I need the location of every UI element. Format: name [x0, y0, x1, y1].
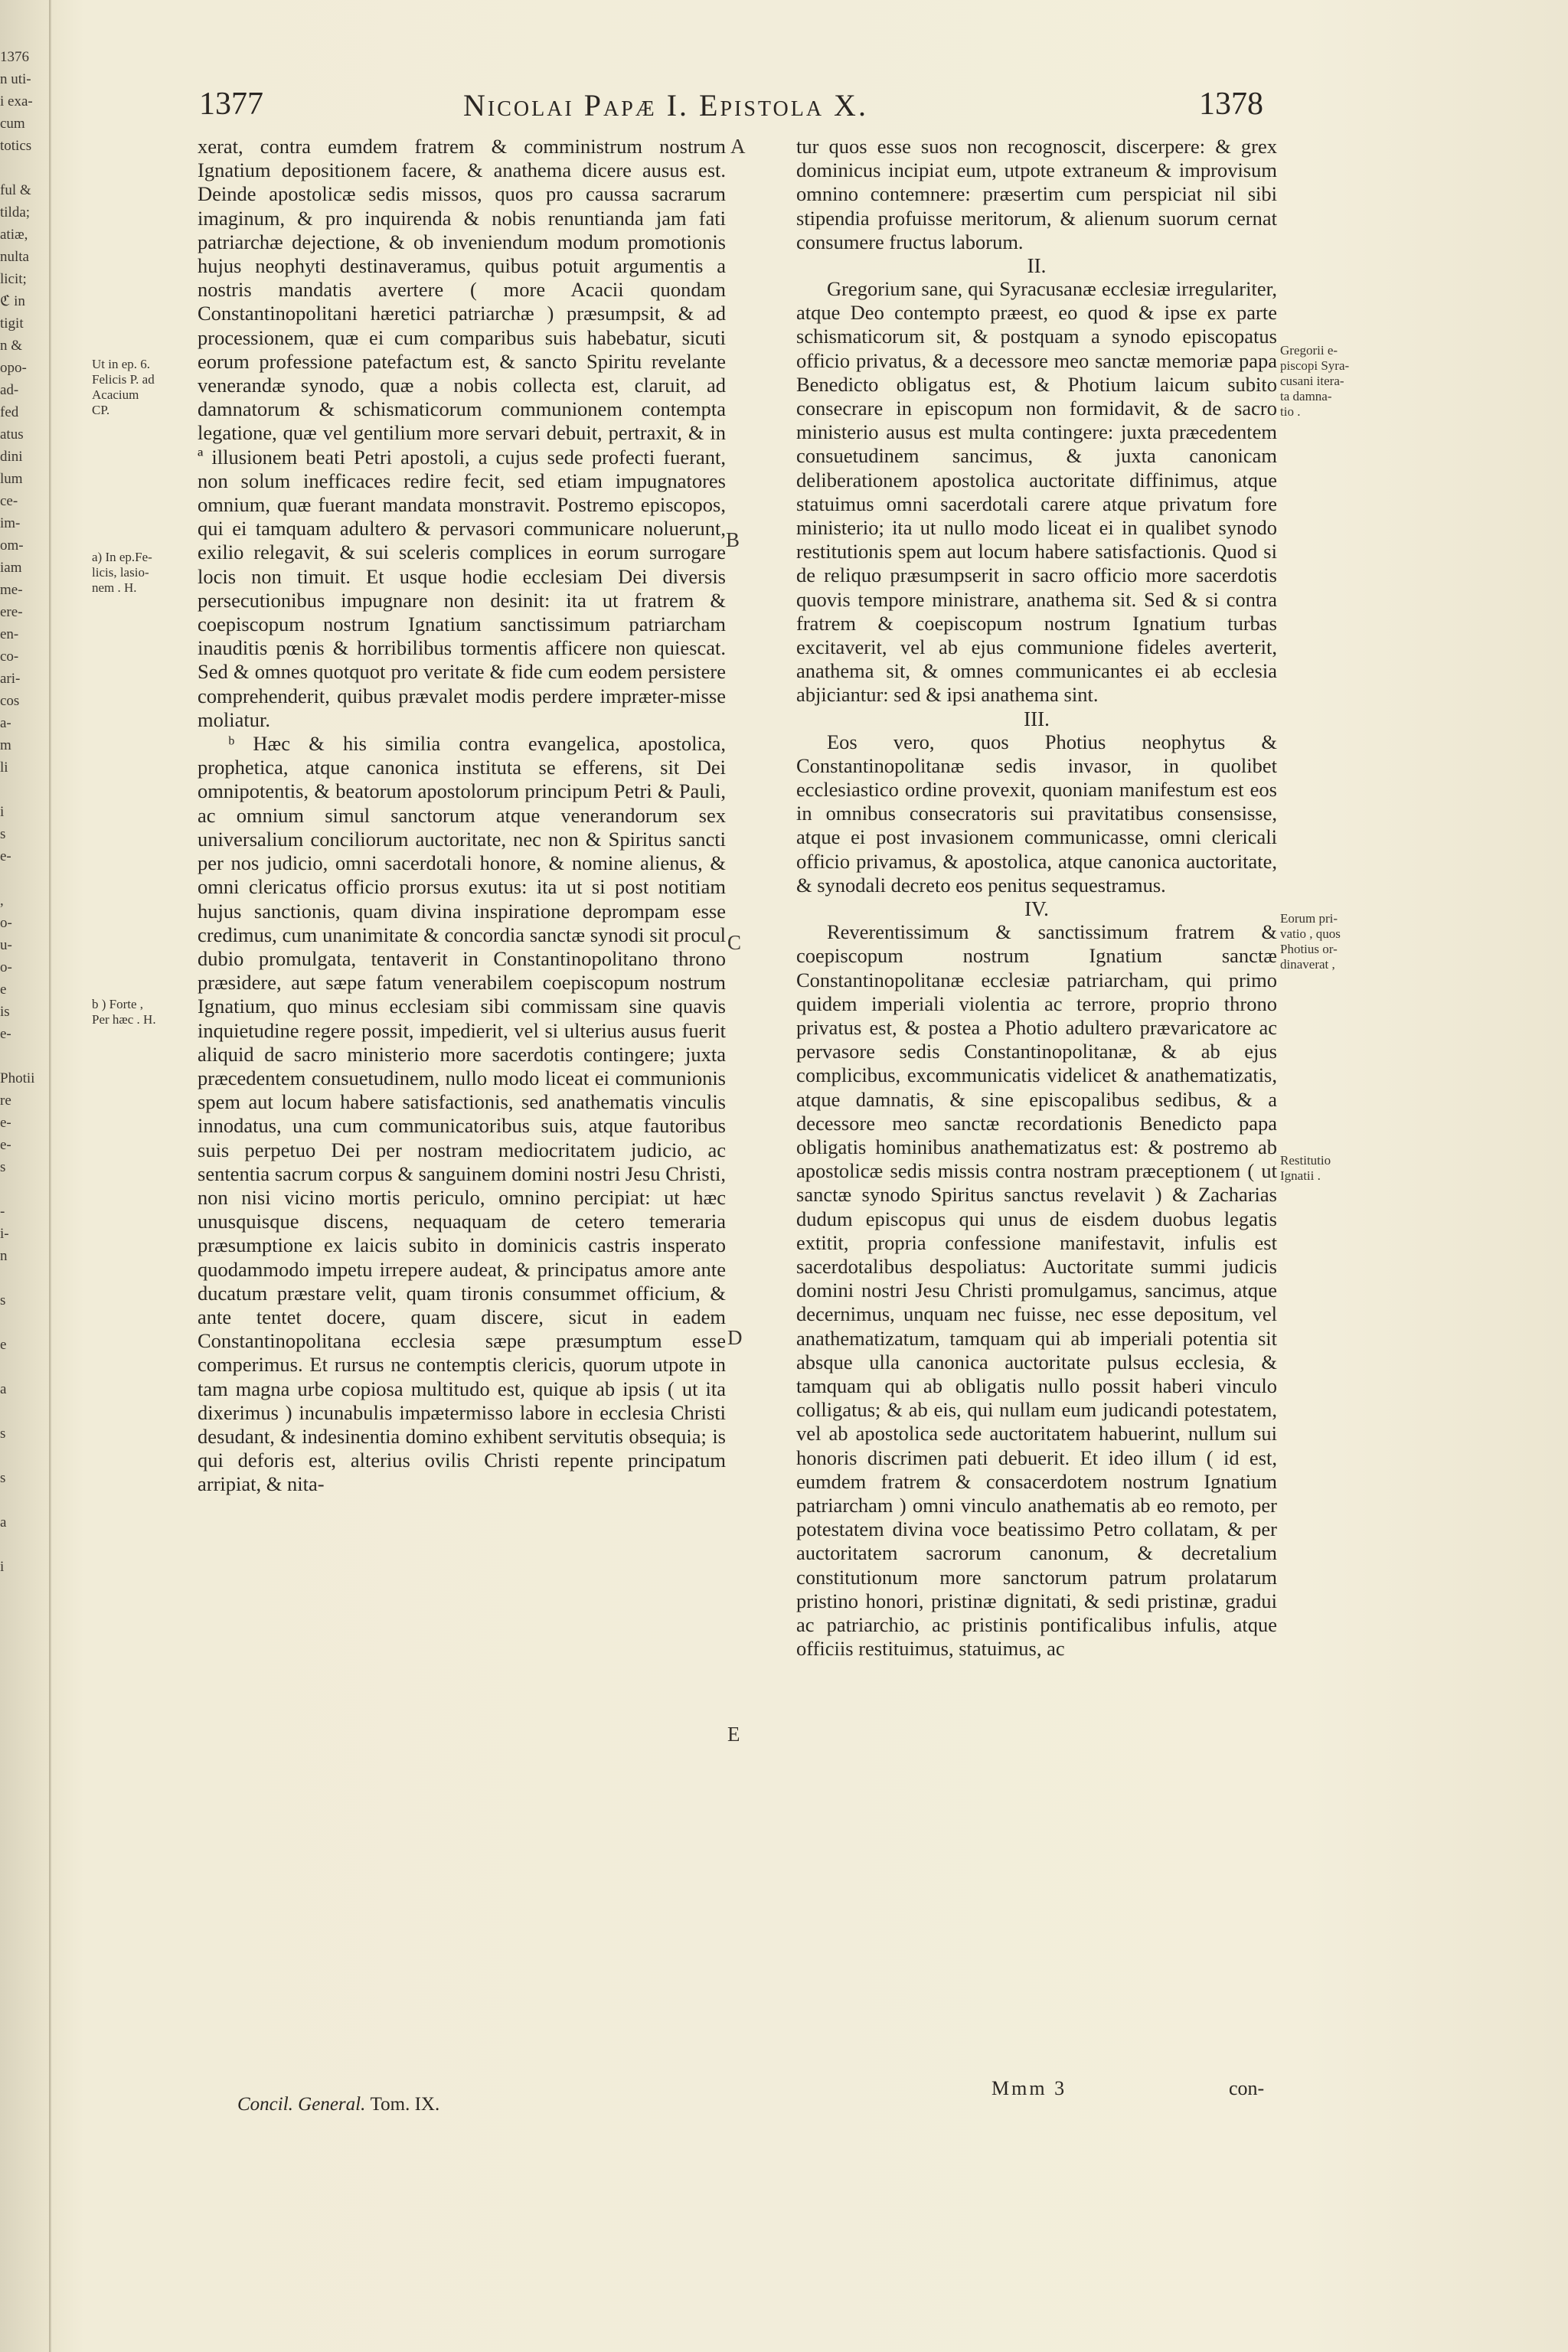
section-letter-b: B: [726, 528, 740, 551]
previous-page-fragment: ari-: [0, 671, 21, 687]
section-letter-d: D: [727, 1326, 743, 1349]
previous-page-fragment: cos: [0, 693, 20, 709]
left-paragraph-2: ᵇ Hæc & his similia contra evangelica, apostolica, prophetica, atque canonica instituta se efferens, sit Dei omnipotentis, & beatorum apostolorum principum Petri & Pauli, ac omnium simul sanctorum atque venerandorum sex universalium conciliorum auctoritate, nec non & Spiritus sancti per nos judicio, omni sacerdotali honore, & nomine alienus, & omni clericatus officio prorsus exutus: ita ut si post notitiam hujus sanctionis, quam divina inspiratione deprompam esse credimus, cum unanimitate & concordia sanctæ synodi sit procul dubio promulgata, tentaverit in Constantinopolitano throno præsidere, aut sæpe fatum venerabilem coepiscopum nostrum Ignatium, quo minus ecclesiam sibi commissam sine quavis inquietudine regere possit, impedierit, vel si ulterius ausus fuerit aliquid de sacro ministerio more sacerdotis contingere; juxta præcedentem consuetudinem, nullo modo liceat ei communionis spem aut locum habere satisfactionis, sed anathematis vinculis innodatus, una cum communicatoribus suis, atque fautoribus suis perpetuo Dei per nostram mediocritatem judicio, ac sententia sacrum corpus & sanguinem domini nostri Jesu Christi, non nisi vicino mortis periculo, omnino percipiat: ut hæc unusquisque discens, nequaquam de cetero temeraria præsumptione ex laicis subito in dominicis castris insperato quodammodo impetu irrepere audeat, & principatus amore ante ducatum præstare velit, quam tironis consummet officium, & ante tentet docere, quam discere, sicut in eadem Constantinopolitana ecclesia sæpe præsumptum esse comperimus. Et rursus ne contemptis clericis, quorum utpote in tam magna urbe copiosa multitudo est, quique ab ipsis ( ut ita dixerimus ) incunabulis impætermisso labore in ecclesia Christi desudant, & indesinentia domino exhibent servitutis obsequia; is qui deforis est, alterius ovilis Christi repente principatum arripiat, & nita-: [198, 732, 726, 1496]
previous-page-fragment: opo-: [0, 360, 27, 376]
previous-page-fragment: e-: [0, 848, 11, 864]
previous-page-fragment: [0, 1178, 47, 1200]
margin-note-left-1: [92, 357, 188, 418]
previous-page-fragment: i: [0, 804, 5, 820]
margin-note-line: Photius or-: [1280, 942, 1338, 956]
previous-page-fragment: n: [0, 1248, 8, 1264]
right-paragraph-2: Gregorium sane, qui Syracusanæ ecclesiæ irregulariter, atque Deo contempto præest, eo quod & ipse ex parte schismaticorum sit, & postquam a synodo episcopatus officio privatus, & a decessore meo sanctæ memoriæ papa Benedicto obligatus est, & Photium laicum subito consecrare in episcopum non formidavit, & de sacro ministerio ausus est multa contingere: juxta præcedentem consuetudinem sancimus, & juxta canonicam deliberationem apostolica auctoritate diffinimus, atque statuimus omni sacerdotali carere atque privatum fore ministerio; ita ut nullo modo liceat ei in qualibet synodo restitutionis spem aut locum habere satisfactionis. Quod si de reliquo præsumpserit in sacro officio more sacerdotis quovis tempore ministrare, anathema sit. Sed & si contra fratrem & coepiscopum nostrum Ignatium turbas excitaverit, vel ab ejus communione fideles averterit, anathema sit, & omnes communicantes ei ab ecclesia abjiciantur: sed & ipsi anathema sint.: [796, 277, 1277, 707]
previous-page-fragment: en-: [0, 626, 19, 642]
previous-page-fragment: m: [0, 737, 11, 753]
margin-note-line: b ) Forte ,: [92, 997, 144, 1011]
previous-page-fragment: [0, 1578, 47, 1600]
previous-page-fragment: e: [0, 982, 7, 998]
previous-page-fragment: u-: [0, 937, 12, 953]
previous-page-fragment: ful &: [0, 182, 31, 198]
previous-page-fragment: im-: [0, 515, 21, 531]
section-letter-c: C: [727, 931, 742, 954]
previous-page-fragment: i-: [0, 1226, 9, 1242]
previous-page-fragment: [0, 1045, 47, 1067]
previous-page-fragment: atiæ,: [0, 227, 28, 243]
margin-note-line: licis, lasio-: [92, 565, 149, 580]
margin-note-line: Ut in ep. 6.: [92, 357, 151, 371]
margin-note-line: tio .: [1280, 404, 1301, 419]
previous-page-fragment: o-: [0, 915, 12, 931]
previous-page-fragment: a: [0, 1514, 7, 1530]
previous-page-fragment: s: [0, 1159, 6, 1175]
previous-page-fragment: fed: [0, 404, 19, 420]
previous-page-fragment: [0, 1534, 47, 1556]
previous-page-fragment: [0, 779, 47, 801]
previous-page-fragment: [0, 157, 47, 179]
section-heading-iii: III.: [1024, 707, 1050, 730]
previous-page-fragment: co-: [0, 648, 19, 665]
previous-page-fragment: ,: [0, 893, 4, 909]
previous-page-fragment: e-: [0, 1115, 11, 1131]
right-column: [796, 135, 1277, 1661]
margin-note-line: ta damna-: [1280, 389, 1332, 403]
previous-page-fragment: tilda;: [0, 204, 31, 220]
previous-page-fragment: atus: [0, 426, 24, 443]
footer-source: [237, 2094, 439, 2115]
book-gutter: [49, 0, 51, 2352]
margin-note-line: nem . H.: [92, 580, 137, 595]
previous-page-fragment: [0, 1489, 47, 1511]
previous-page-fragment: s: [0, 826, 6, 842]
previous-page-fragment: s: [0, 1292, 6, 1308]
previous-page-fragment: e-: [0, 1137, 11, 1153]
previous-page-fragment: i exa-: [0, 93, 33, 109]
previous-page-fragment: lum: [0, 471, 23, 487]
margin-note-line: Acacium: [92, 387, 139, 402]
margin-note-line: Eorum pri-: [1280, 911, 1338, 926]
previous-page-fragment: [0, 1356, 47, 1378]
previous-page-fragment: dini: [0, 449, 23, 465]
section-heading-ii: II.: [1027, 254, 1047, 278]
previous-page-fragment: s: [0, 1426, 6, 1442]
footer-volume: Tom. IX.: [370, 2094, 440, 2115]
section-heading-iv: IV.: [1024, 897, 1049, 921]
section-letter-a: A: [730, 135, 746, 158]
previous-page-margin: [0, 46, 47, 2335]
previous-page-fragment: Photii: [0, 1070, 35, 1086]
previous-page-fragment: e-: [0, 1026, 11, 1042]
previous-page-fragment: totics: [0, 138, 32, 154]
margin-note-line: Gregorii e-: [1280, 343, 1338, 358]
section-letter-e: E: [727, 1723, 740, 1746]
previous-page-fragment: [0, 1267, 47, 1289]
right-paragraph-1: tur quos esse suos non recognoscit, discerpere: & grex dominicus incipiat eum, utpote extraneum & improvisum omnino contemnere: præsertim cum perspiciat nil sibi stipendia profuisse meritorum, & alienum suorum cernat consumere fructus laborum.: [796, 135, 1277, 253]
margin-note-line: CP.: [92, 403, 110, 417]
running-title: Nicolai Papæ I. Epistola X.: [463, 88, 868, 122]
running-header: [191, 86, 1263, 129]
previous-page-fragment: ce-: [0, 493, 18, 509]
previous-page-fragment: is: [0, 1004, 10, 1020]
previous-page-fragment: o-: [0, 959, 12, 975]
previous-page-fragment: s: [0, 1470, 6, 1486]
right-paragraph-3: Eos vero, quos Photius neophytus & Constantinopolitanæ sedis invasor, in quolibet ecclesiastico ordine provexit, quoniam manifestum est eos in omnibus consecratoris sui pravitatibus consensisse, atque ei post invasionem communicasse, omni clericali officio privamus, & apostolica, atque canonica auctoritate, & synodali decreto eos penitus sequestramus.: [796, 730, 1277, 897]
margin-note-line: vatio , quos: [1280, 926, 1341, 941]
previous-page-fragment: a: [0, 1381, 7, 1397]
previous-page-fragment: ℭ in: [0, 293, 25, 309]
previous-page-fragment: re: [0, 1093, 11, 1109]
margin-note-line: Felicis P. ad: [92, 372, 155, 387]
footer-catchword: con-: [1229, 2077, 1265, 2099]
previous-page-fragment: i: [0, 1559, 5, 1575]
previous-page-fragment: [0, 1312, 47, 1334]
previous-page-fragment: ere-: [0, 604, 23, 620]
margin-note-right-2: [1280, 911, 1372, 972]
margin-note-right-1: [1280, 343, 1372, 420]
previous-page-fragment: om-: [0, 537, 24, 554]
previous-page-fragment: li: [0, 760, 8, 776]
previous-page-fragment: cum: [0, 116, 25, 132]
margin-note-left-3: [92, 997, 188, 1027]
margin-note-line: a) In ep.Fe-: [92, 550, 152, 564]
previous-page-fragment: 1376: [0, 49, 29, 65]
previous-page-fragment: a-: [0, 715, 11, 731]
right-paragraph-4: Reverentissimum & sanctissimum fratrem & coepiscopum nostrum Ignatium sanctæ Constantinopolitanæ ecclesiæ patriarcham, qui primo quidem imperiali violentia ac terrore, proprio throno privatus est, & postea a Photio adultero prævaricatore ac pervasore sedis Constantinopolitanæ, & ab ejus complicibus, excommunicatis videlicet & anathematizatis, atque damnatis, & sine episcopalibus sedibus, & a decessore meo sanctæ recordationis Benedicto papa obligatis hominibus anathematizatus est: & postremo ab apostolicæ sedis missis contra nostram præceptionem ( ut sanctæ synodo Spiritus sanctus revelavit ) & Zacharias dudum episcopus qui unus de eisdem duobus legatis extitit, propria confessione manifestavit, infulis est sacerdotalibus despoliatus: Auctoritate summi judicis domini nostri Jesu Christi promulgamus, sancimus, atque decernimus, unquam nec fuisse, nec esse depositum, vel anathematizatum, tamquam qui ab imperiali potentia sit absque ulla canonica auctoritate pulsus ecclesia, & tamquam qui ab obligatis nullo possit haberi vinculo colligatus; & ab eis, qui nullam eum judicandi potestatem, vel ab apostolica sede auctoritatem habuerint, nullum sui honoris discrimen pati debuerit. Et ideo illum ( id est, eumdem fratrem & consacerdotem nostrum Ignatium patriarcham ) omni vinculo anathematis ab eo remoto, per potestatem divina voce beatissimo Petro collatam, & per auctoritatem sacrorum canonum, & decretalium constitutionum more sanctorum patrum prolatarum pristino honori, pristinæ dignitati, & sedi pristinæ, gradui ac patriarchio, ac pristinis pontificalibus infulis, atque officiis restituimus, statuimus, ac: [796, 920, 1277, 1661]
previous-page-fragment: iam: [0, 560, 22, 576]
left-paragraph-1: xerat, contra eumdem fratrem & comministrum nostrum Ignatium depositionem facere, & anathema dicere ausus est. Deinde apostolicæ sedis missos, quos pro caussa sacrarum imaginum, & pro inquirenda & nobis renuntianda jam fati patriarchæ dejectione, & ob inveniendum modum promotionis hujus neophyti destinaveramus, quibus potuit argumentis a nostris mandatis avertere ( more Acacii quondam Constantinopolitani hæretici patriarchæ ) præsumpsit, & ad processionem, quæ ei cum comparibus suis habebatur, sicuti eorum professione patefactum est, & sancto Spiritu revelante venerandæ synodo, quæ a nobis collecta est, claruit, ad damnatorum & schismaticorum communionem contempta legatione, quæ vel gentilium more servari debuit, pertraxit, & in ª illusionem beati Petri apostoli, a cujus sede profecti fuerant, non solum inefficaces redire fecit, sed etiam impugnatores omnium, quæ fuerant mandata monstravit. Postremo episcopos, qui ei tamquam adultero & pervasori communicare noluerunt, exilio relegavit, & sui sceleris complices in eorum surrogare locis non timuit. Et usque hodie ecclesiam Dei diversis persecutionibus impugnare non desinit: ita ut fratrem & coepiscopum nostrum Ignatium sanctissimum patriarcham inauditis pœnis & horribilibus tormentis afficere non quiescat. Sed & omnes quotquot pro veritate & fide cum eodem persistere comprehenderit, quibus prævalet modis perdere impræter-misse moliatur.: [198, 135, 726, 731]
previous-page-fragment: licit;: [0, 271, 27, 287]
previous-page-fragment: [0, 1445, 47, 1467]
margin-note-line: piscopi Syra-: [1280, 358, 1350, 373]
footer-collection: Concil. General.: [237, 2094, 366, 2115]
previous-page-fragment: me-: [0, 582, 23, 598]
previous-page-fragment: e: [0, 1337, 7, 1353]
previous-page-fragment: tigit: [0, 315, 24, 332]
margin-note-line: cusani itera-: [1280, 374, 1344, 388]
previous-page-fragment: n &: [0, 338, 23, 354]
page-number-right: 1378: [1199, 87, 1263, 122]
footer-signature: Mmm 3: [991, 2077, 1067, 2099]
previous-page-fragment: -: [0, 1204, 5, 1220]
margin-note-right-3: [1280, 1153, 1372, 1184]
previous-page-fragment: [0, 867, 47, 890]
margin-note-line: dinaverat ,: [1280, 957, 1335, 972]
margin-note-line: Restitutio: [1280, 1153, 1331, 1168]
margin-note-line: Per hæc . H.: [92, 1012, 156, 1027]
previous-page-fragment: ad-: [0, 382, 19, 398]
previous-page-fragment: nulta: [0, 249, 29, 265]
margin-note-left-2: [92, 550, 188, 596]
page-number-left: 1377: [199, 87, 263, 122]
previous-page-fragment: n uti-: [0, 71, 31, 87]
previous-page-fragment: [0, 1400, 47, 1423]
left-column: [198, 135, 726, 1497]
margin-note-line: Ignatii .: [1280, 1168, 1321, 1183]
